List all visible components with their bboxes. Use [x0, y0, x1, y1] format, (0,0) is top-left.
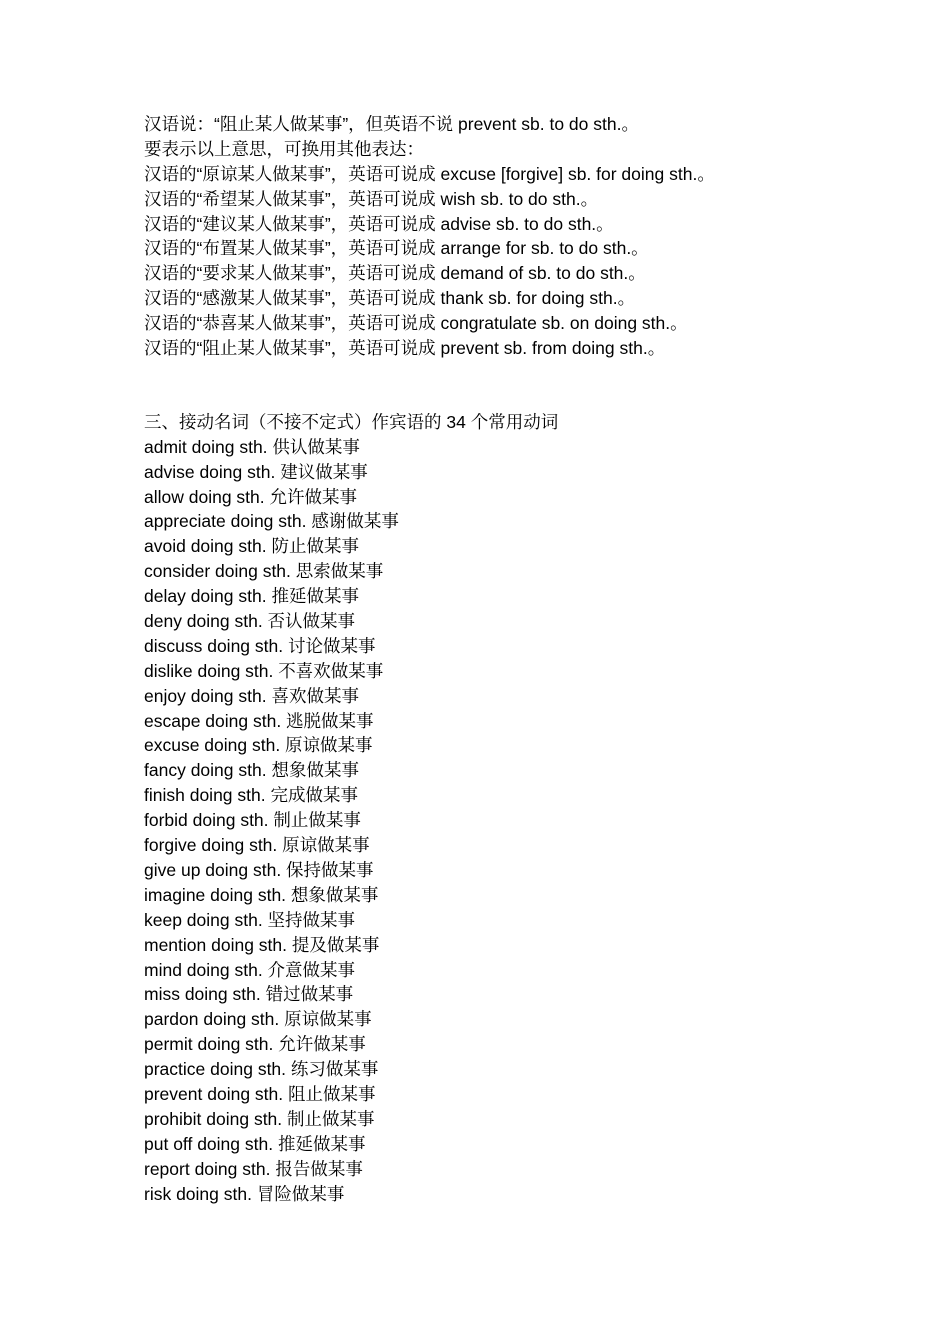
list-item: deny doing sth. 否认做某事 [144, 611, 356, 632]
intro-block [144, 112, 924, 361]
list-item: report doing sth. 报告做某事 [144, 1158, 363, 1179]
list-item: excuse doing sth. 原谅做某事 [144, 735, 373, 756]
intro-line: 汉语的“要求某人做某事”，英语可说成 demand of sb. to do sth.。 [144, 263, 646, 284]
intro-line: 汉语的“阻止某人做某事”，英语可说成 prevent sb. from doing sth.。 [144, 338, 666, 359]
section-spacer [144, 361, 924, 410]
list-item: enjoy doing sth. 喜欢做某事 [144, 685, 359, 706]
list-item: put off doing sth. 推延做某事 [144, 1133, 366, 1154]
list-item: prohibit doing sth. 制止做某事 [144, 1108, 375, 1129]
document-page [144, 112, 924, 1206]
list-item: miss doing sth. 错过做某事 [144, 984, 354, 1005]
list-item: permit doing sth. 允许做某事 [144, 1034, 366, 1055]
list-item: discuss doing sth. 讨论做某事 [144, 635, 376, 656]
list-item: give up doing sth. 保持做某事 [144, 859, 374, 880]
list-item: mention doing sth. 提及做某事 [144, 934, 380, 955]
list-item: pardon doing sth. 原谅做某事 [144, 1009, 372, 1030]
list-item: prevent doing sth. 阻止做某事 [144, 1083, 376, 1104]
intro-line: 汉语说：“阻止某人做某事”，但英语不说 prevent sb. to do sth.。 [144, 114, 639, 134]
list-item: admit doing sth. 供认做某事 [144, 436, 360, 457]
list-item: allow doing sth. 允许做某事 [144, 486, 357, 507]
list-item: escape doing sth. 逃脱做某事 [144, 710, 374, 731]
intro-line: 汉语的“恭喜某人做某事”，英语可说成 congratulate sb. on doing sth.。 [144, 313, 688, 334]
list-item: consider doing sth. 思索做某事 [144, 561, 384, 582]
list-item: delay doing sth. 推延做某事 [144, 586, 359, 607]
section-heading: 三、接动名词（不接不定式）作宾语的 34 个常用动词 [144, 411, 559, 432]
intro-line: 汉语的“布置某人做某事”，英语可说成 arrange for sb. to do sth.。 [144, 238, 649, 259]
list-item: keep doing sth. 坚持做某事 [144, 909, 356, 930]
intro-line: 要表示以上意思，可换用其他表达： [144, 138, 424, 159]
list-item: fancy doing sth. 想象做某事 [144, 760, 359, 781]
list-item: dislike doing sth. 不喜欢做某事 [144, 660, 384, 681]
list-item: appreciate doing sth. 感谢做某事 [144, 511, 399, 532]
list-item: mind doing sth. 介意做某事 [144, 959, 356, 980]
intro-line: 汉语的“感激某人做某事”，英语可说成 thank sb. for doing sth.。 [144, 288, 636, 309]
verb-list [144, 435, 924, 1207]
list-item: imagine doing sth. 想象做某事 [144, 884, 379, 905]
list-item: advise doing sth. 建议做某事 [144, 461, 368, 482]
list-item: risk doing sth. 冒险做某事 [144, 1183, 345, 1204]
section-three [144, 410, 924, 1207]
list-item: practice doing sth. 练习做某事 [144, 1059, 379, 1080]
intro-line: 汉语的“原谅某人做某事”，英语可说成 excuse [forgive] sb. for doing sth.。 [144, 163, 715, 184]
list-item: finish doing sth. 完成做某事 [144, 785, 358, 806]
intro-line: 汉语的“建议某人做某事”，英语可说成 advise sb. to do sth.。 [144, 213, 614, 234]
list-item: forbid doing sth. 制止做某事 [144, 810, 361, 831]
list-item: forgive doing sth. 原谅做某事 [144, 835, 370, 856]
list-item: avoid doing sth. 防止做某事 [144, 536, 359, 557]
intro-line: 汉语的“希望某人做某事”，英语可说成 wish sb. to do sth.。 [144, 188, 599, 209]
